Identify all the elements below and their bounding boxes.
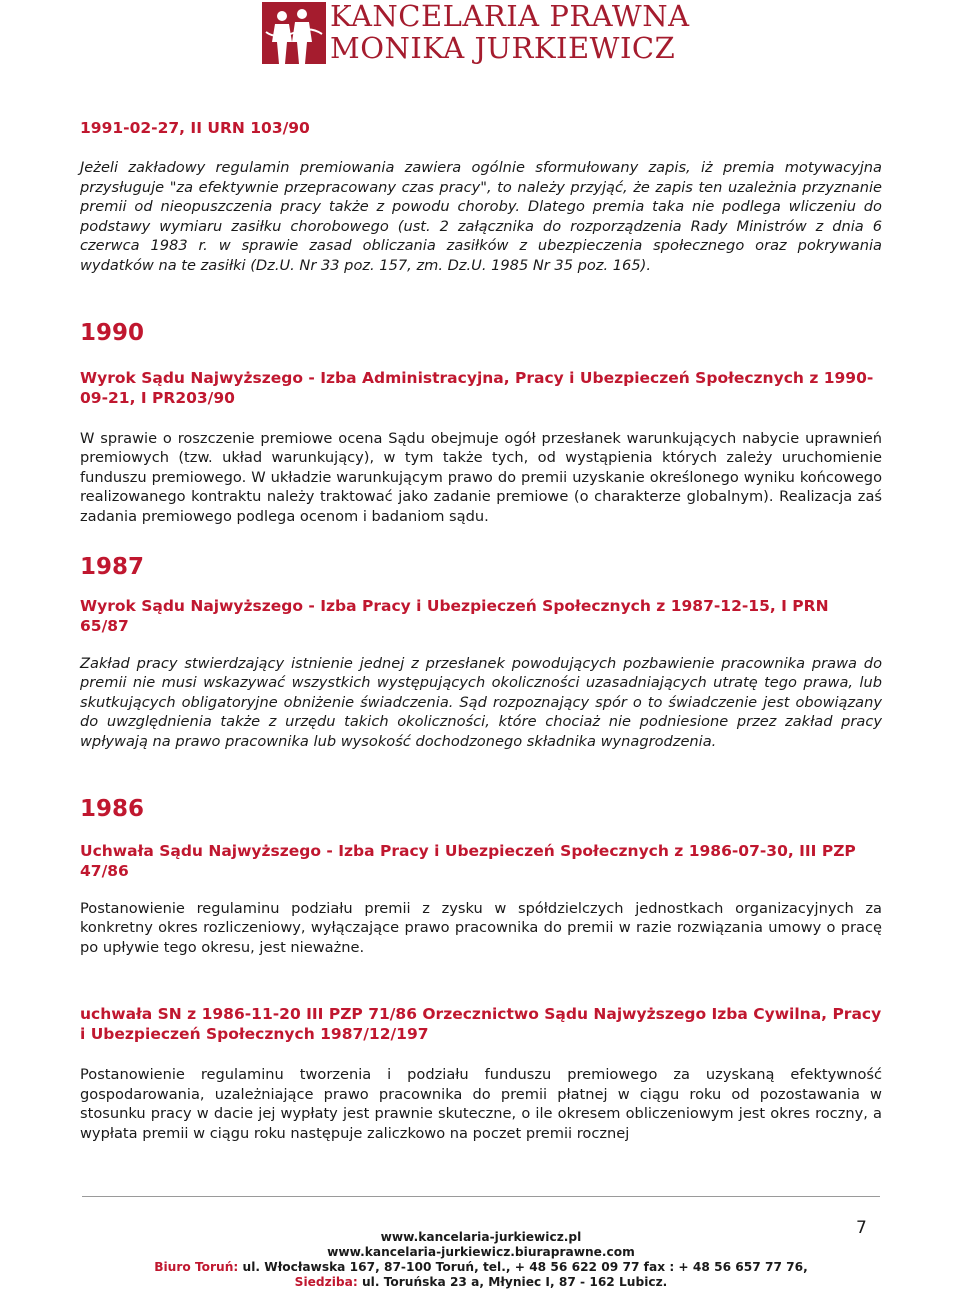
- office-text: ul. Włocławska 167, 87-100 Toruń, tel., + 48 56 622 09 77 fax : + 48 56 657 77 76,: [238, 1260, 808, 1274]
- year-heading: 1990: [80, 319, 145, 346]
- case-heading: uchwała SN z 1986-11-20 III PZP 71/86 Orzecznictwo Sądu Najwyższego Izba Cywilna, Pracy i Ubezpieczeń Społecznych 1987/12/197: [80, 1005, 882, 1044]
- case-heading: Wyrok Sądu Najwyższego - Izba Administracyjna, Pracy i Ubezpieczeń Społecznych z 1990-09-21, I PR203/90: [80, 368, 874, 407]
- letterhead: [0, 0, 960, 72]
- page-number: 7: [856, 1218, 867, 1238]
- website-link[interactable]: www.kancelaria-jurkiewicz.biuraprawne.com: [327, 1245, 635, 1259]
- logo-people-icon: [262, 2, 326, 64]
- document-body: [80, 118, 882, 1144]
- page-footer: [82, 1230, 880, 1290]
- case-text: Postanowienie regulaminu podziału premii z zysku w spółdzielczych jednostkach organizacyjnych za konkretny okres rozliczeniowy, wyłączające prawo pracownika do premii w razie rozwiązania umowy o pracę po upływie tego okresu, jest nieważne.: [80, 899, 882, 956]
- seat-label: Siedziba:: [294, 1275, 358, 1289]
- case-heading: Uchwała Sądu Najwyższego - Izba Pracy i Ubezpieczeń Społecznych z 1986-07-30, III PZP 47/86: [80, 841, 856, 880]
- case-text: Postanowienie regulaminu tworzenia i podziału funduszu premiowego za uzyskaną efektywność gospodarowania, uzależniające prawo pracownika do premii płatnej w ciągu roku od pozostawania w stosunku pracy w dacie jej wypłaty jest prawnie skuteczne, o ile okresem obliczeniowym jest okres roczny, a wypłata premii w ciągu roku następuje zaliczkowo na poczet premii rocznej: [80, 1066, 882, 1143]
- case-text: Jeżeli zakładowy regulamin premiowania zawiera ogólnie sformułowany zapis, iż premia motywacyjna przysługuje "za efektywnie przepracowany czas pracy", to należy przyjąć, że zapis ten uzależnia przyznanie premii od nieopuszczenia pracy także z powodu choroby. Dlatego premia taka nie podlega wliczeniu do podstawy wymiaru zasiłku chorobowego (ust. 2 załącznika do rozporządzenia Rady Ministrów z dnia 6 czerwca 1983 r. w sprawie zasad obliczania zasiłków z ubezpieczenia społecznego oraz pokrywania wydatków na te zasiłki (Dz.U. Nr 33 poz. 157, zm. Dz.U. 1985 Nr 35 poz. 165).: [80, 159, 882, 274]
- office-label: Biuro Toruń:: [154, 1260, 239, 1274]
- case-text: Zakład pracy stwierdzający istnienie jednej z przesłanek powodujących pozbawienie pracownika prawa do premii nie musi wskazywać wszystkich występujących okoliczności uzasadniających utratę tego prawa, lub skutkujących obligatoryjne obniżenie świadczenia. Sąd rozpoznający spór o to świadczenie jest obowiązany do uwzględnienia także z urzędu takich okoliczności, które chociaż nie podniesione przez zakład pracy wpływają na prawo pracownika lub wysokość dochodzonego składnika wynagrodzenia.: [80, 654, 882, 750]
- seat-address: [82, 1275, 880, 1290]
- case-heading: 1991-02-27, II URN 103/90: [80, 119, 310, 137]
- website-link[interactable]: www.kancelaria-jurkiewicz.pl: [380, 1230, 582, 1244]
- office-address: [82, 1260, 880, 1275]
- year-heading: 1986: [80, 795, 145, 822]
- seat-text: ul. Toruńska 23 a, Młyniec I, 87 - 162 Lubicz.: [357, 1275, 668, 1289]
- case-heading: Wyrok Sądu Najwyższego - Izba Pracy i Ubezpieczeń Społecznych z 1987-12-15, I PRN 65/87: [80, 596, 829, 635]
- logo-text-line1: KANCELARIA PRAWNA: [330, 0, 690, 33]
- case-text: W sprawie o roszczenie premiowe ocena Sądu obejmuje ogół przesłanek warunkujących nabycie uprawnień premiowych (tzw. układ warunkujący), w tym także tych, od wystąpienia których zależy uruchomienie funduszu premiowego. W układzie warunkującym prawo do premii uzyskanie określonego wyniku końcowego realizowanego kontraktu należy traktować jako zadanie premiowe (o charakterze globalnym). Realizacja zaś zadania premiowego podlega ocenom i badaniom sądu.: [80, 429, 882, 525]
- logo-text-line2: MONIKA JURKIEWICZ: [330, 31, 676, 65]
- year-heading: 1987: [80, 553, 145, 580]
- footer-divider: [82, 1196, 880, 1197]
